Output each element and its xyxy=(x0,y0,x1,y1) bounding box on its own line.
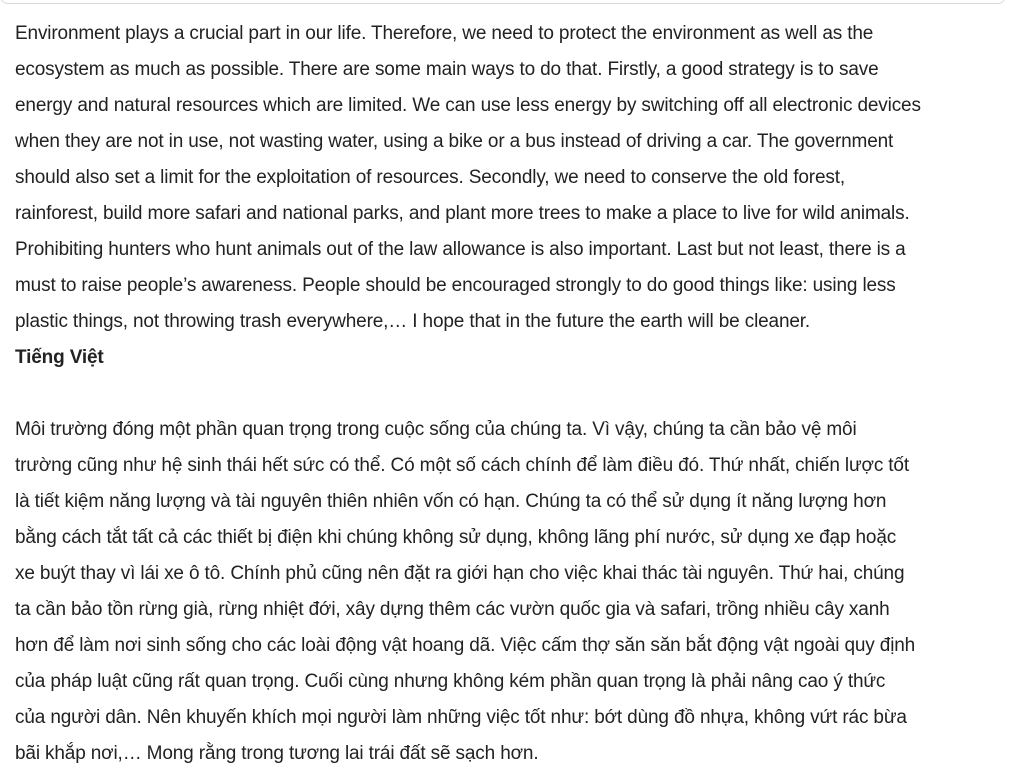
section-heading-vietnamese: Tiếng Việt xyxy=(15,347,104,368)
english-paragraph: Environment plays a crucial part in our life. Therefore, we need to protect the environment as well as the ecosystem as much as possible. There are some main ways to do that. Firstly, a good strategy is to save energy and natural resources which are limited. We can use less energy by switching off all electronic devices when they are not in use, not wasting water, using a bike or a bus instead of driving a car. The government should also set a limit for the exploitation of resources. Secondly, we need to conserve the old forest, rainforest, build more safari and national parks, and plant more trees to make a place to live for wild animals. Prohibiting hunters who hunt animals out of the law allowance is also important. Last but not least, there is a must to raise people’s awareness. People should be encouraged strongly to do good things like: using less plastic things, not throwing trash everywhere,… I hope that in the future the earth will be cleaner. xyxy=(15,23,921,332)
previous-card-edge xyxy=(0,0,1006,4)
answer-content xyxy=(15,16,1010,772)
vietnamese-paragraph: Môi trường đóng một phần quan trọng trong cuộc sống của chúng ta. Vì vậy, chúng ta cần bảo vệ môi trường cũng như hệ sinh thái hết sức có thể. Có một số cách chính để làm điều đó. Thứ nhất, chiến lược tốt là tiết kiệm năng lượng và tài nguyên thiên nhiên vốn có hạn. Chúng ta có thể sử dụng ít năng lượng hơn bằng cách tắt tất cả các thiết bị điện khi chúng không sử dụng, không lãng phí nước, sử dụng xe đạp hoặc xe buýt thay vì lái xe ô tô. Chính phủ cũng nên đặt ra giới hạn cho việc khai thác tài nguyên. Thứ hai, chúng ta cần bảo tồn rừng già, rừng nhiệt đới, xây dựng thêm các vườn quốc gia và safari, trồng nhiều cây xanh hơn để làm nơi sinh sống cho các loài động vật hoang dã. Việc cấm thợ săn săn bắt động vật ngoài quy định của pháp luật cũng rất quan trọng. Cuối cùng nhưng không kém phần quan trọng là phải nâng cao ý thức của người dân. Nên khuyến khích mọi người làm những việc tốt như: bớt dùng đồ nhựa, không vứt rác bừa bãi khắp nơi,… Mong rằng trong tương lai trái đất sẽ sạch hơn. xyxy=(15,419,916,764)
paragraph-spacer xyxy=(15,376,1010,412)
